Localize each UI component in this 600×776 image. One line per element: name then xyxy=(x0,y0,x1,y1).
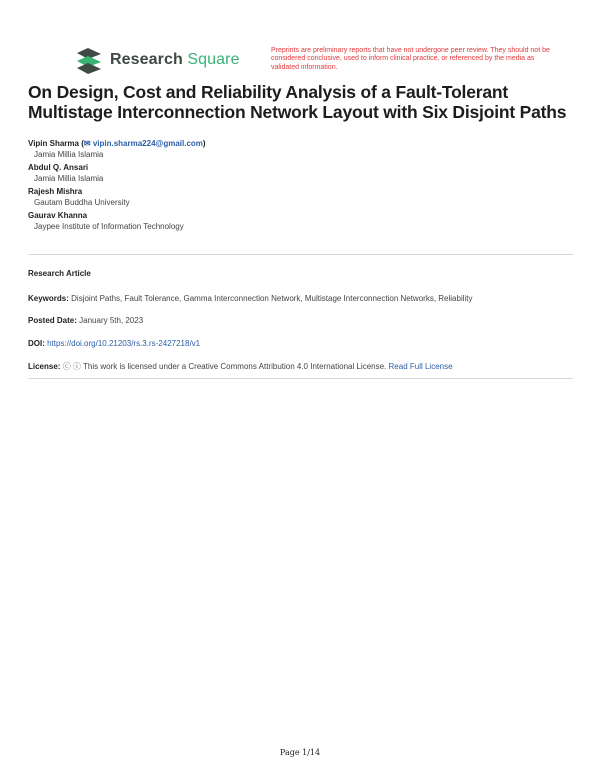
posted-date-row xyxy=(28,315,573,326)
author-affiliation: Jamia Millia Islamia xyxy=(34,150,104,159)
preprint-notice: Preprints are preliminary reports that have not undergone peer review. They should not be considered conclusive, used to inform clinical practice, or referenced by the media as validated information. xyxy=(271,47,550,71)
page-number: Page 1/14 xyxy=(279,748,321,757)
logo-text-square: Square xyxy=(187,51,240,68)
doi-label: DOI: xyxy=(28,339,45,348)
author-name: Gaurav Khanna xyxy=(28,211,88,220)
research-square-logo[interactable] xyxy=(74,45,240,75)
research-square-icon xyxy=(74,45,104,75)
author-list xyxy=(28,138,573,234)
keywords-row xyxy=(28,293,573,304)
author-affiliation: Jamia Millia Islamia xyxy=(34,174,104,183)
article-type: Research Article xyxy=(28,269,91,278)
logo-text xyxy=(110,51,240,69)
keywords-label: Keywords: xyxy=(28,294,69,303)
read-full-license-link[interactable]: Read Full License xyxy=(388,362,453,371)
logo-text-research: Research xyxy=(110,51,183,68)
author-name: Vipin Sharma xyxy=(28,139,79,148)
license-text: This work is licensed under a Creative Commons Attribution 4.0 International License. xyxy=(83,362,387,371)
author-email-group: (✉ vipin.sharma224@gmail.com) xyxy=(81,139,206,148)
doi-row xyxy=(28,338,573,349)
doi-link[interactable]: https://doi.org/10.21203/rs.3.rs-2427218/v1 xyxy=(47,339,201,348)
cc-by-icons: ⓒ ⓘ xyxy=(62,362,81,371)
author-item xyxy=(28,186,573,208)
license-row xyxy=(28,361,573,372)
license-label: License: xyxy=(28,362,61,371)
author-item xyxy=(28,162,573,184)
posted-date-label: Posted Date: xyxy=(28,316,77,325)
section-divider xyxy=(28,378,573,379)
author-name: Rajesh Mishra xyxy=(28,187,83,196)
article-title: On Design, Cost and Reliability Analysis of a Fault-Tolerant Multistage Interconnection Network Layout with Six Disjoint Paths xyxy=(28,82,567,122)
section-divider xyxy=(28,254,573,255)
author-affiliation: Gautam Buddha University xyxy=(34,198,130,207)
posted-date-value: January 5th, 2023 xyxy=(79,316,144,325)
author-name: Abdul Q. Ansari xyxy=(28,163,89,172)
author-item xyxy=(28,138,573,160)
author-item xyxy=(28,210,573,232)
keywords-value: Disjoint Paths, Fault Tolerance, Gamma Interconnection Network, Multistage Interconnection Networks, Reliability xyxy=(71,294,473,303)
mail-icon: ✉ xyxy=(83,139,91,148)
author-email-link[interactable]: vipin.sharma224@gmail.com xyxy=(92,139,203,148)
author-affiliation: Jaypee Institute of Information Technology xyxy=(34,222,184,231)
